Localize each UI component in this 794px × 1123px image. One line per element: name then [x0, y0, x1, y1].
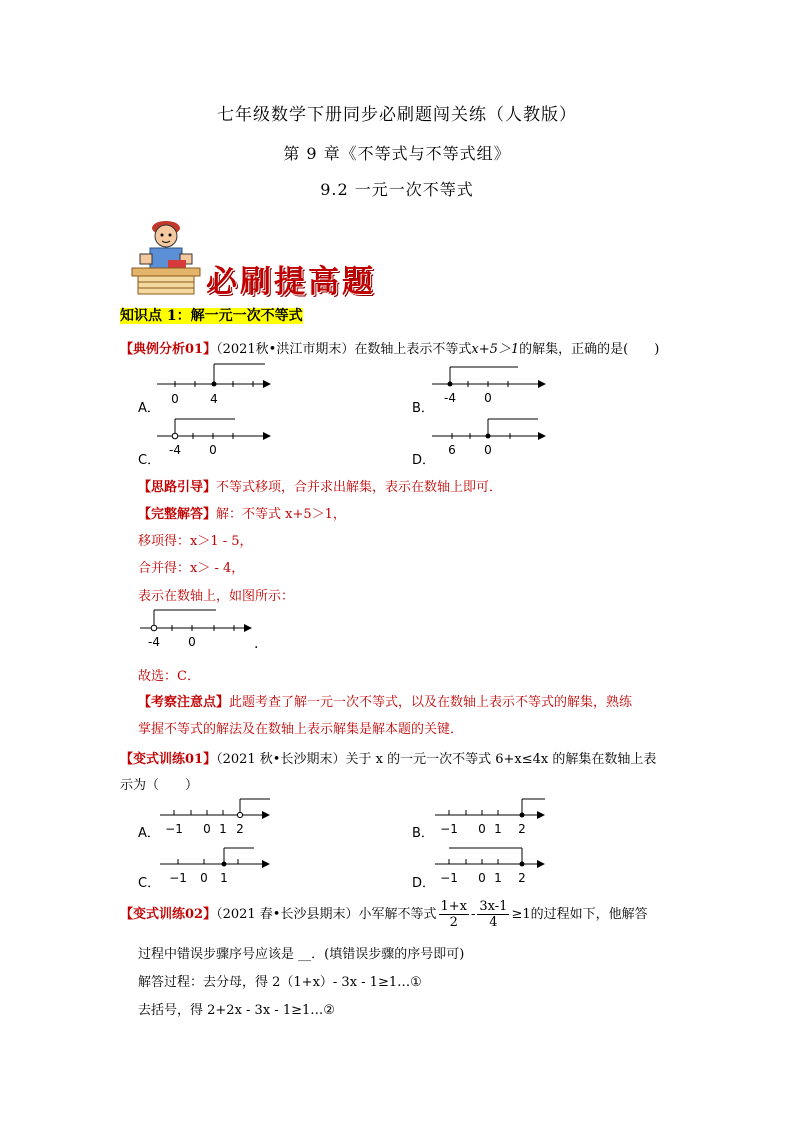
tick-label: −1 — [165, 822, 183, 836]
variant2-line3: 解答过程：去分母，得 2（1+x）- 3x - 1≥1…① — [138, 975, 422, 990]
solution-period: . — [254, 636, 259, 652]
tick-label: 1 — [219, 822, 227, 836]
ex1-answer: 故选：C． — [138, 669, 200, 684]
ex1-number-line-a — [155, 360, 275, 405]
ex1-solution-line2: 移项得：x＞1 - 5， — [138, 534, 253, 549]
tick-label: 0 — [478, 871, 486, 885]
tick-label: −1 — [440, 822, 458, 836]
variant2-question: 【变式训练02】（2021 春•长沙县期末）小军解不等式 $\frac{1+x}{2}$ - $\frac{3x-1}{4}$ ≥1的过程如下，他解答 — [120, 899, 648, 930]
tick-label: -4 — [169, 443, 181, 457]
tick-label: 2 — [518, 822, 526, 836]
v1-number-line-b — [433, 797, 553, 841]
variant2-line2: 过程中错误步骤序号应该是 __．(填错误步骤的序号即可) — [138, 947, 465, 962]
tick-label: 0 — [484, 391, 492, 405]
tick-label: −1 — [440, 871, 458, 885]
example1-source: （2021秋•洪江市期末） — [216, 342, 355, 357]
tick-label: 2 — [518, 871, 526, 885]
ex1-note-line2: 掌握不等式的解法及在数轴上表示解集是解本题的关键． — [138, 722, 464, 737]
tick-label: 1 — [220, 871, 228, 885]
ex1-solution-line1: 【完整解答】解：不等式 x+5＞1， — [138, 507, 346, 522]
tick-label: 0 — [484, 443, 492, 457]
tick-label: 0 — [478, 822, 486, 836]
tick-label: 0 — [200, 871, 208, 885]
tick-label: 0 — [171, 392, 179, 405]
example1-question: 【典例分析01】（2021秋•洪江市期末）在数轴上表示不等式x+5＞1的解集，正确的是( ) — [120, 342, 660, 357]
document-title: 七年级数学下册同步必刷题闯关练（人教版） — [217, 105, 577, 125]
knowledge-point: 知识点 1：解一元一次不等式 — [120, 308, 303, 324]
ex1-option-b[interactable]: B． — [412, 401, 434, 416]
teacher-desk-illustration — [128, 208, 204, 298]
tick-label: -4 — [444, 391, 456, 405]
v1-option-c[interactable]: C． — [138, 876, 161, 891]
variant1-question: 【变式训练01】（2021 秋•长沙期末）关于 x 的一元一次不等式 6+x≤4x 的解集在数轴上表 — [120, 752, 657, 767]
ex1-note: 【考察注意点】此题考查了解一元一次不等式，以及在数轴上表示不等式的解集，熟练 — [138, 695, 633, 710]
v1-option-d[interactable]: D． — [412, 876, 436, 891]
ex1-option-d[interactable]: D． — [412, 453, 436, 468]
ex1-hint: 【思路引导】不等式移项，合并求出解集，表示在数轴上即可． — [138, 480, 503, 495]
example1-tag: 【典例分析01】 — [120, 342, 217, 357]
fraction-2: $\frac{3x-1}{4}$ — [479, 899, 508, 930]
v1-number-line-d — [433, 846, 553, 890]
chapter-title: 第 9 章《不等式与不等式组》 — [283, 144, 511, 163]
v1-option-b[interactable]: B． — [412, 826, 434, 841]
tick-label: 4 — [210, 392, 218, 405]
ex1-number-line-d — [430, 416, 550, 458]
ex1-option-a[interactable]: A． — [138, 401, 160, 416]
ex1-option-c[interactable]: C． — [138, 453, 161, 468]
v1-number-line-c — [158, 846, 278, 890]
fraction-1: $\frac{1+x}{2}$ — [440, 899, 467, 930]
tick-label: 1 — [494, 871, 502, 885]
tick-label: 0 — [188, 635, 196, 649]
tick-label: −1 — [169, 871, 187, 885]
tick-label: 0 — [209, 443, 217, 457]
banner-title: 必刷提高题 — [206, 264, 376, 300]
section-title: 9.2 一元一次不等式 — [320, 180, 474, 199]
ex1-solution-line4: 表示在数轴上，如图所示： — [138, 589, 295, 604]
ex1-number-line-c — [155, 416, 275, 458]
v1-option-a[interactable]: A． — [138, 826, 160, 841]
tick-label: -4 — [148, 635, 160, 649]
ex1-solution-number-line — [138, 606, 258, 652]
tick-label: 0 — [203, 822, 211, 836]
ex1-number-line-b — [430, 364, 550, 406]
variant1-question-line2: 示为（ ） — [120, 778, 199, 793]
tick-label: 1 — [494, 822, 502, 836]
v1-number-line-a — [158, 797, 278, 841]
tick-label: 2 — [236, 822, 244, 836]
variant2-line4: 去括号，得 2+2x - 3x - 1≥1…② — [138, 1003, 335, 1018]
tick-label: 6 — [448, 443, 456, 457]
ex1-solution-line3: 合并得：x＞ - 4， — [138, 561, 245, 576]
